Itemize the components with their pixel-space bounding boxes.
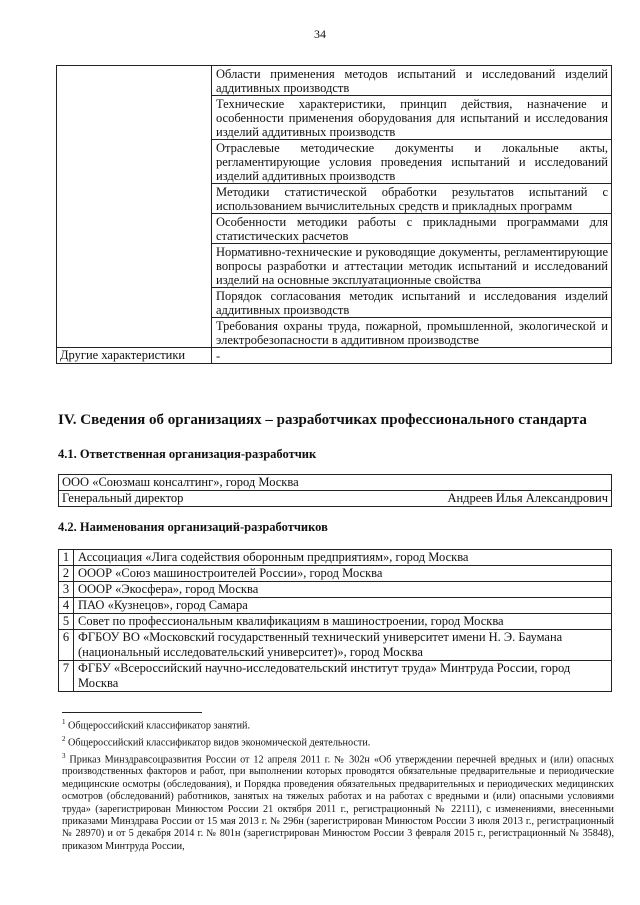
org-name: ООО «Союзмаш консалтинг», город Москва xyxy=(59,475,612,491)
section-title: IV. Сведения об организациях – разработчиках профессионального стандарта xyxy=(58,412,587,428)
requirement-text: Области применения методов испытаний и исследований изделий аддитивных производств xyxy=(212,66,612,96)
org-name-row xyxy=(59,475,612,491)
developer-number: 7 xyxy=(59,661,74,692)
page-number: 34 xyxy=(314,27,326,41)
developer-number: 6 xyxy=(59,630,74,661)
requirement-text: Нормативно-технические и руководящие документы, регламентирующие вопросы разработки и аттестации методик испытаний и исследований изделий на основные эксплуатационные свойства xyxy=(212,244,612,288)
footnote-text: Общероссийский классификатор занятий. xyxy=(65,720,251,732)
footnote-mark: 1 xyxy=(62,718,66,726)
requirements-label-cell xyxy=(57,66,212,348)
developer-row xyxy=(59,598,612,614)
footnote-separator xyxy=(62,712,202,713)
requirement-text: Отраслевые методические документы и локальные акты, регламентирующие условия проведения испытаний и исследований изделий аддитивных производств xyxy=(212,140,612,184)
developer-row xyxy=(59,566,612,582)
requirements-table xyxy=(56,65,612,364)
requirement-text: Порядок согласования методик испытаний и исследования изделий аддитивных производств xyxy=(212,288,612,318)
footnotes xyxy=(62,716,614,853)
responsible-org-table xyxy=(58,474,612,507)
developer-name: ФГБУ «Всероссийский научно-исследовательский институт труда» Минтруда России, город Москва xyxy=(74,661,612,692)
developer-number: 2 xyxy=(59,566,74,582)
developer-number: 3 xyxy=(59,582,74,598)
footnote xyxy=(62,733,614,750)
requirement-text: Технические характеристики, принцип действия, назначение и особенности применения оборудования для испытаний и исследования изделий аддитивных производств xyxy=(212,96,612,140)
requirement-text: Требования охраны труда, пожарной, промышленной, экологической и электробезопасности в аддитивном производстве xyxy=(212,318,612,348)
developer-number: 1 xyxy=(59,550,74,566)
developer-number: 4 xyxy=(59,598,74,614)
director-row xyxy=(59,491,612,507)
requirement-text: Особенности методики работы с прикладными программами для статистических расчетов xyxy=(212,214,612,244)
footnote xyxy=(62,750,614,854)
director-title: Генеральный директор xyxy=(62,491,184,505)
footnote-mark: 3 xyxy=(62,751,66,760)
developer-name: Ассоциация «Лига содействия оборонным предприятиям», город Москва xyxy=(74,550,612,566)
requirement-row xyxy=(57,66,612,96)
developer-row xyxy=(59,550,612,566)
developer-row xyxy=(59,661,612,692)
developer-row xyxy=(59,614,612,630)
developer-name: ПАО «Кузнецов», город Самара xyxy=(74,598,612,614)
developer-row xyxy=(59,630,612,661)
responsible-org-heading: 4.1. Ответственная организация-разработчик xyxy=(58,447,317,461)
developers-heading: 4.2. Наименования организаций-разработчиков xyxy=(58,520,328,534)
footnote-text: Приказ Минздравсоцразвития России от 12 апреля 2011 г. № 302н «Об утверждении перечней вредных и (или) опасных производственных факторов и работ, при выполнении которых проводятся обязательные предварительные и периодические медицинские осмотры (обследования), и Порядка проведения обязательных предварительных и периодических медицинских осмотров (обследований) работников, занятых на тяжелых работах и на работах с вредными и (или) опасными условиями труда» (зарегистрирован Минюстом России 21 октября 2011 г., регистрационный № 22111), с изменениями, внесенными приказами Минздрава России от 15 мая 2013 г. № 296н (зарегистрирован Минюстом России 3 июля 2013 г., регистрационный № 28970) и от 5 декабря 2014 г. № 801н (зарегистрирован Минюстом России 3 февраля 2015 г., регистрационный № 35848), приказом Минтруда России, xyxy=(62,753,614,852)
other-characteristics-row xyxy=(57,348,612,364)
developer-name: ОООР «Союз машиностроителей России», город Москва xyxy=(74,566,612,582)
developers-table xyxy=(58,549,612,692)
developer-number: 5 xyxy=(59,614,74,630)
developer-name: ОООР «Экосфера», город Москва xyxy=(74,582,612,598)
footnote-text: Общероссийский классификатор видов экономической деятельности. xyxy=(65,737,371,749)
other-characteristics-label: Другие характеристики xyxy=(57,348,212,364)
requirement-text: Методики статистической обработки результатов испытаний с использованием вычислительных средств и прикладных программ xyxy=(212,184,612,214)
other-characteristics-value: - xyxy=(212,348,612,364)
developer-row xyxy=(59,582,612,598)
footnote-mark: 2 xyxy=(62,734,66,743)
developer-name: ФГБОУ ВО «Московский государственный технический университет имени Н. Э. Баумана (национальный исследовательский университет)», город Москва xyxy=(74,630,612,661)
director-name: Андреев Илья Александрович xyxy=(447,491,608,505)
developer-name: Совет по профессиональным квалификациям в машиностроении, город Москва xyxy=(74,614,612,630)
footnote xyxy=(62,716,614,733)
